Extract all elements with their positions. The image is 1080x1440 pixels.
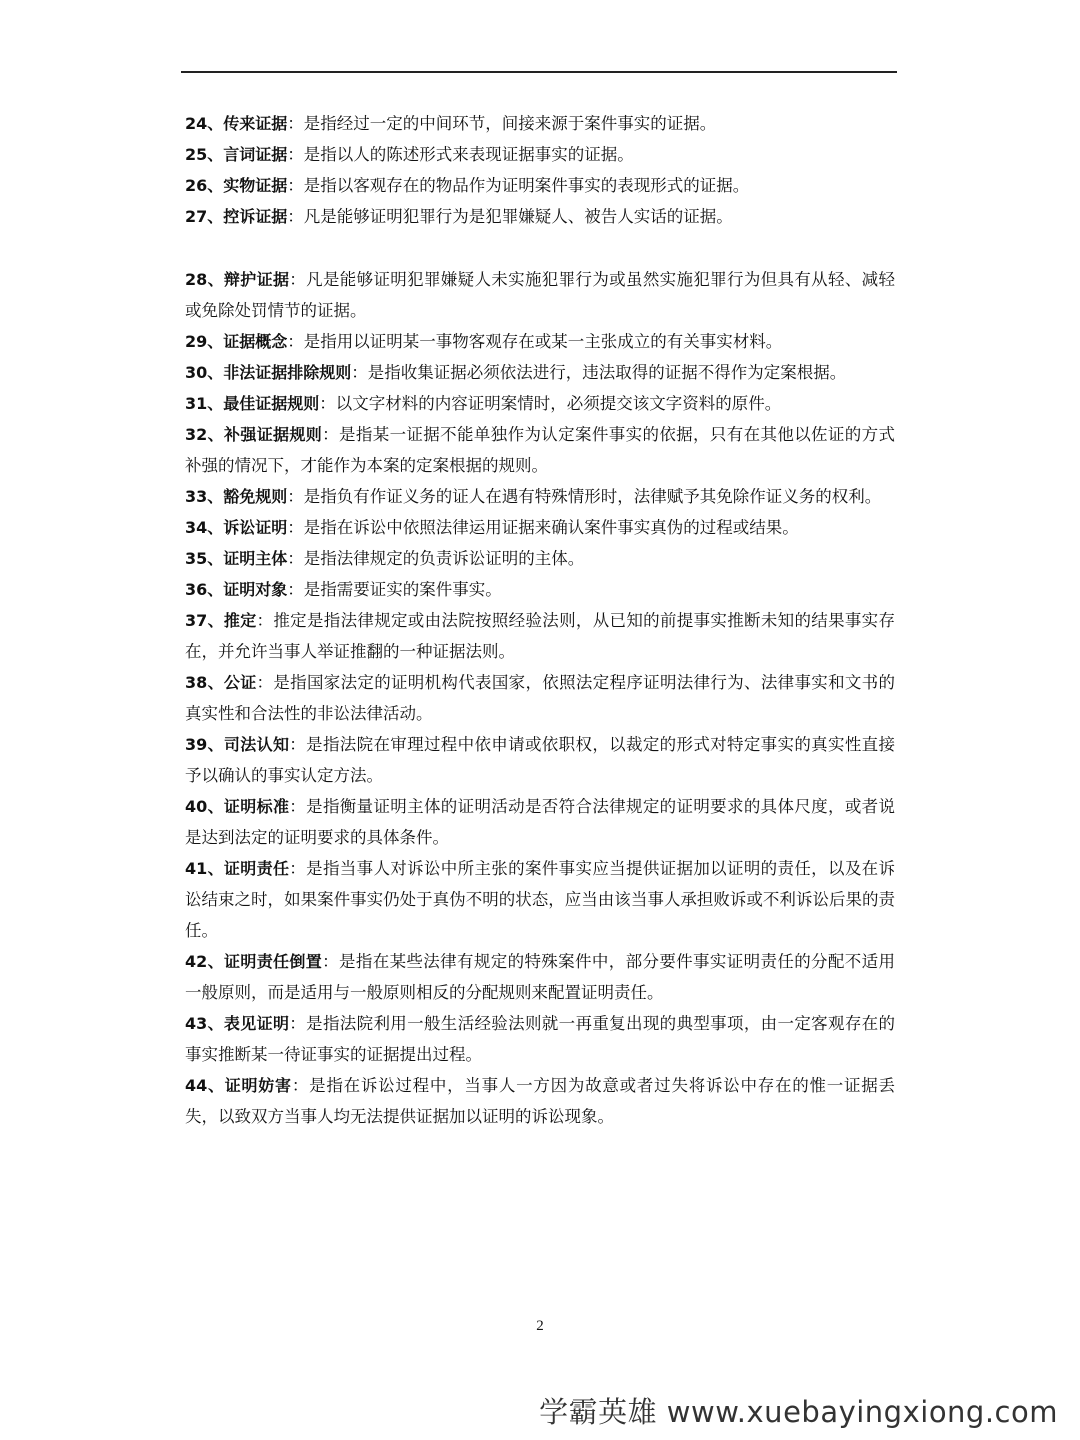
definition-entry — [185, 326, 895, 357]
definition-list — [185, 108, 895, 1132]
definition-text: 是指以客观存在的物品作为证明案件事实的表现形式的证据。 — [303, 176, 750, 195]
definition-term: 35、证明主体 — [185, 549, 288, 568]
definition-entry — [185, 791, 895, 853]
definition-term: 43、表见证明 — [185, 1014, 290, 1033]
definition-term: 31、最佳证据规则 — [185, 394, 320, 413]
definition-term: 24、传来证据 — [185, 114, 288, 133]
definition-entry — [185, 388, 895, 419]
term-separator: ： — [322, 952, 339, 971]
term-separator: ： — [287, 207, 304, 226]
definition-text: 是指需要证实的案件事实。 — [303, 580, 502, 599]
definition-text: 是指在某些法律有规定的特殊案件中，部分要件事实证明责任的分配不适用一般原则，而是适用与一般原则相反的分配规则来配置证明责任。 — [185, 952, 895, 1002]
definition-term: 39、司法认知 — [185, 735, 290, 754]
definition-text: 是指法院利用一般生活经验法则就一再重复出现的典型事项，由一定客观存在的事实推断某一待证事实的证据提出过程。 — [185, 1014, 896, 1064]
definition-term: 32、补强证据规则 — [185, 425, 323, 444]
definition-entry — [185, 605, 895, 667]
definition-term: 33、豁免规则 — [185, 487, 288, 506]
definition-entry — [185, 946, 895, 1008]
definition-entry — [185, 853, 895, 946]
definition-text: 是指用以证明某一事物客观存在或某一主张成立的有关事实材料。 — [303, 332, 783, 351]
definition-term: 41、证明责任 — [185, 859, 290, 878]
term-separator: ： — [289, 270, 307, 289]
definition-text: 是指法律规定的负责诉讼证明的主体。 — [303, 549, 585, 568]
definition-entry — [185, 264, 895, 326]
definition-term: 34、诉讼证明 — [185, 518, 288, 537]
definition-text: 是指以人的陈述形式来表现证据事实的证据。 — [303, 145, 634, 164]
definition-entry — [185, 543, 895, 574]
definition-text: 是指某一证据不能单独作为认定案件事实的依据，只有在其他以佐证的方式补强的情况下，才能作为本案的定案根据的规则。 — [185, 425, 895, 475]
definition-entry — [185, 201, 895, 232]
definition-entry — [185, 1008, 895, 1070]
definition-term: 38、公证 — [185, 673, 257, 692]
term-separator: ： — [287, 332, 304, 351]
definition-text: 推定是指法律规定或由法院按照经验法则，从已知的前提事实推断未知的结果事实存在，并允许当事人举证推翻的一种证据法则。 — [185, 611, 895, 661]
definition-entry — [185, 357, 895, 388]
definition-term: 44、证明妨害 — [185, 1076, 292, 1095]
definition-text: 凡是能够证明犯罪嫌疑人未实施犯罪行为或虽然实施犯罪行为但具有从轻、减轻或免除处罚情节的证据。 — [185, 270, 896, 320]
site-watermark: 学霸英雄 www.xuebayingxiong.com — [539, 1395, 1058, 1429]
definition-entry — [185, 481, 895, 512]
definition-term: 30、非法证据排除规则 — [185, 363, 352, 382]
term-separator: ： — [289, 859, 307, 878]
term-separator: ： — [322, 425, 339, 444]
definition-term: 37、推定 — [185, 611, 257, 630]
definition-entry — [185, 1070, 895, 1132]
definition-text: 是指在诉讼中依照法律运用证据来确认案件事实真伪的过程或结果。 — [303, 518, 799, 537]
definition-text: 是指经过一定的中间环节，间接来源于案件事实的证据。 — [303, 114, 717, 133]
term-separator: ： — [287, 114, 304, 133]
definition-text: 是指国家法定的证明机构代表国家，依照法定程序证明法律行为、法律事实和文书的真实性和合法性的非讼法律活动。 — [185, 673, 895, 723]
definition-entry — [185, 667, 895, 729]
header-rule — [181, 71, 897, 73]
definition-entry — [185, 574, 895, 605]
definition-text: 是指收集证据必须依法进行，违法取得的证据不得作为定案根据。 — [367, 363, 847, 382]
definition-entry — [185, 729, 895, 791]
definition-term: 26、实物证据 — [185, 176, 288, 195]
term-separator: ： — [319, 394, 336, 413]
term-separator: ： — [287, 487, 304, 506]
term-separator: ： — [289, 797, 307, 816]
term-separator: ： — [289, 1014, 307, 1033]
term-separator: ： — [287, 549, 304, 568]
definition-entry — [185, 139, 895, 170]
term-separator: ： — [289, 735, 307, 754]
definition-term: 42、证明责任倒置 — [185, 952, 323, 971]
term-separator: ： — [287, 518, 304, 537]
definition-entry — [185, 419, 895, 481]
term-separator: ： — [287, 176, 304, 195]
definition-text: 是指法院在审理过程中依申请或依职权，以裁定的形式对特定事实的真实性直接予以确认的事实认定方法。 — [185, 735, 896, 785]
definition-term: 40、证明标准 — [185, 797, 290, 816]
term-separator: ： — [351, 363, 368, 382]
definition-entry — [185, 512, 895, 543]
term-separator: ： — [287, 580, 304, 599]
page-number: 2 — [536, 1318, 544, 1334]
definition-text: 是指在诉讼过程中，当事人一方因为故意或者过失将诉讼中存在的惟一证据丢失，以致双方当事人均无法提供证据加以证明的诉讼现象。 — [185, 1076, 896, 1126]
definition-text: 以文字材料的内容证明案情时，必须提交该文字资料的原件。 — [335, 394, 782, 413]
definition-term: 29、证据概念 — [185, 332, 288, 351]
definition-term: 36、证明对象 — [185, 580, 288, 599]
term-separator: ： — [256, 611, 274, 630]
definition-entry — [185, 108, 895, 139]
definition-text: 是指负有作证义务的证人在遇有特殊情形时，法律赋予其免除作证义务的权利。 — [303, 487, 882, 506]
term-separator: ： — [287, 145, 304, 164]
definition-entry — [185, 170, 895, 201]
definition-text: 凡是能够证明犯罪行为是犯罪嫌疑人、被告人实话的证据。 — [303, 207, 733, 226]
definition-term: 25、言词证据 — [185, 145, 288, 164]
definition-text: 是指衡量证明主体的证明活动是否符合法律规定的证明要求的具体尺度，或者说是达到法定的证明要求的具体条件。 — [185, 797, 896, 847]
definition-text: 是指当事人对诉讼中所主张的案件事实应当提供证据加以证明的责任，以及在诉讼结束之时，如果案件事实仍处于真伪不明的状态，应当由该当事人承担败诉或不利诉讼后果的责任。 — [185, 859, 896, 940]
term-separator: ： — [291, 1076, 310, 1095]
definition-term: 27、控诉证据 — [185, 207, 288, 226]
definition-term: 28、辩护证据 — [185, 270, 290, 289]
term-separator: ： — [256, 673, 274, 692]
